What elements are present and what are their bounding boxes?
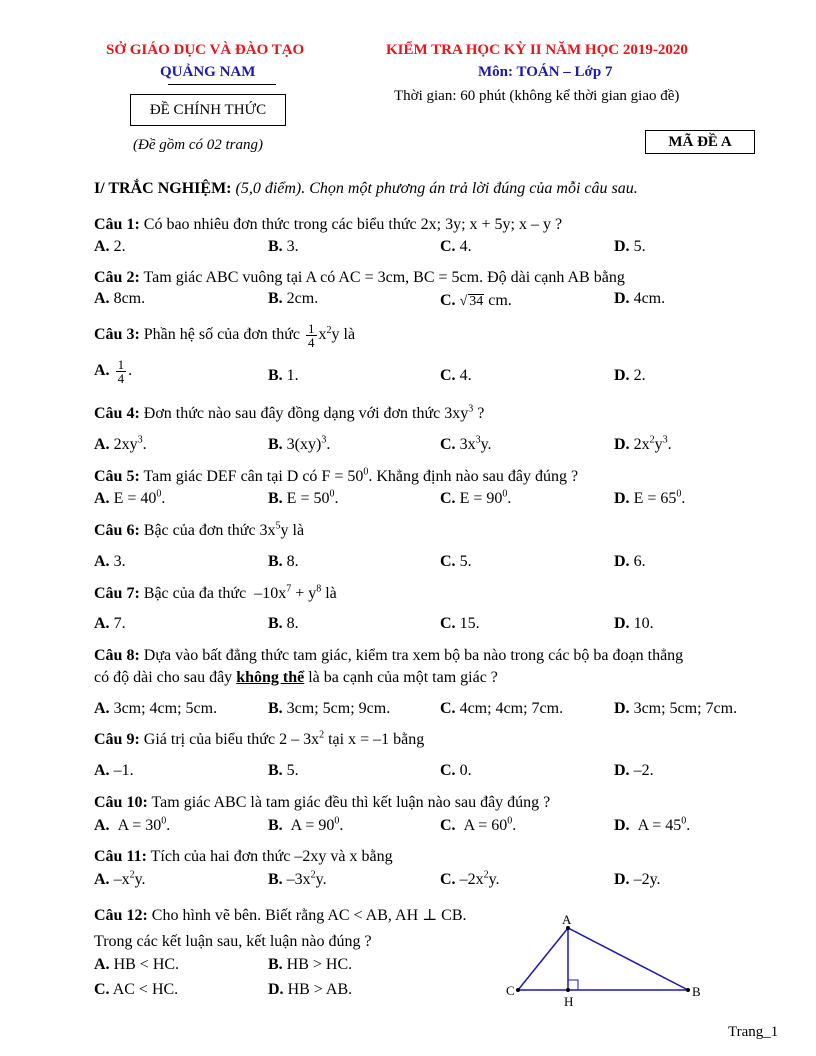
label-c: C bbox=[506, 983, 515, 998]
question-6: Câu 6: Bậc của đơn thức $3x^5y$ là bbox=[94, 520, 305, 539]
q5-option-a[interactable]: A. $E = 40^0$. bbox=[94, 488, 166, 507]
q10-option-d[interactable]: D. $A = 45^0$. bbox=[614, 815, 691, 834]
subject-line: Môn: TOÁN – Lớp 7 bbox=[478, 64, 613, 80]
point-b bbox=[686, 988, 690, 992]
q10-option-b[interactable]: B. $A = 90^0$. bbox=[268, 815, 344, 834]
triangle-figure bbox=[500, 908, 720, 1012]
q10-option-c[interactable]: C. $A = 60^0$. bbox=[440, 815, 517, 834]
section-label: I/ TRẮC NGHIỆM: bbox=[94, 180, 232, 197]
q2-option-d[interactable]: D. 4cm. bbox=[614, 290, 666, 307]
point-c bbox=[516, 988, 520, 992]
q10-option-a[interactable]: A. $A = 30^0$. bbox=[94, 815, 171, 834]
q6-option-a[interactable]: A. 3. bbox=[94, 553, 126, 570]
q1-option-b[interactable]: B. 3. bbox=[268, 238, 299, 255]
q5-option-b[interactable]: B. $E = 50^0$. bbox=[268, 488, 339, 507]
label-a: A bbox=[562, 912, 572, 927]
q2-option-b[interactable]: B. 2cm. bbox=[268, 290, 319, 307]
q12-option-c[interactable]: C. AC < HC. bbox=[94, 981, 179, 998]
q12-option-a[interactable]: A. HB < HC. bbox=[94, 956, 180, 973]
question-10: Câu 10: Tam giác ABC là tam giác đều thì kết luận nào sau đây đúng ? bbox=[94, 794, 551, 811]
q3-option-c[interactable]: C. 4. bbox=[440, 367, 472, 384]
q4-option-b[interactable]: B. 3(xy)$^3$. bbox=[268, 434, 331, 453]
question-9: Câu 9: Giá trị của biểu thức $2 - 3x^2$ tại x = –1 bằng bbox=[94, 729, 425, 748]
right-angle-mark bbox=[568, 980, 578, 990]
section-instruction: (5,0 điểm). Chọn một phương án trả lời đúng của mỗi câu sau. bbox=[235, 180, 638, 197]
q11-option-a[interactable]: A. $-x^2y$. bbox=[94, 869, 146, 888]
label-h: H bbox=[564, 994, 574, 1009]
q2-option-a[interactable]: A. 8cm. bbox=[94, 290, 146, 307]
question-5: Câu 5: Tam giác DEF cân tại D có $F = 50^0$. Khẳng định nào sau đây đúng ? bbox=[94, 466, 579, 485]
q3-option-b[interactable]: B. 1. bbox=[268, 367, 299, 384]
department-name: SỞ GIÁO DỤC VÀ ĐÀO TẠO bbox=[106, 42, 305, 58]
q7-option-d[interactable]: D. 10. bbox=[614, 615, 654, 632]
q4-option-d[interactable]: D. $2x^2y^3$. bbox=[614, 434, 672, 453]
question-2: Câu 2: Tam giác ABC vuông tại A có AC = 3cm, BC = 5cm. Độ dài cạnh AB bằng bbox=[94, 269, 625, 286]
label-b: B bbox=[692, 984, 701, 999]
triangle-abc bbox=[518, 928, 688, 990]
question-11: Câu 11: Tích của hai đơn thức –2xy và x bằng bbox=[94, 848, 393, 865]
question-12-line-2: Trong các kết luận sau, kết luận nào đúng ? bbox=[94, 933, 372, 950]
exam-title: KIỂM TRA HỌC KỲ II NĂM HỌC 2019-2020 bbox=[386, 42, 688, 58]
q3-fraction: $\frac{1}{4}$ bbox=[308, 321, 315, 350]
q8-option-b[interactable]: B. 3cm; 5cm; 9cm. bbox=[268, 700, 391, 717]
q4-option-c[interactable]: C. $3x^3y$. bbox=[440, 434, 492, 453]
question-12: Câu 12: Cho hình vẽ bên. Biết rằng AC < AB, AH ⊥ CB. bbox=[94, 907, 467, 924]
q9-option-a[interactable]: A. –1. bbox=[94, 762, 134, 779]
question-1: Câu 1: Có bao nhiêu đơn thức trong các biểu thức 2x; 3y; x + 5y; x – y ? bbox=[94, 216, 563, 233]
question-3: Câu 3: Phần hệ số của đơn thức $\frac{1}{4}$ $x^2y$ là bbox=[94, 321, 356, 350]
q1-option-d[interactable]: D. 5. bbox=[614, 238, 646, 255]
province-name: QUẢNG NAM bbox=[160, 64, 256, 80]
q7-option-b[interactable]: B. 8. bbox=[268, 615, 299, 632]
q3-option-d[interactable]: D. 2. bbox=[614, 367, 646, 384]
q3-option-a[interactable]: A. $\frac{1}{4}$ . bbox=[94, 357, 133, 386]
q6-option-d[interactable]: D. 6. bbox=[614, 553, 646, 570]
q6-option-b[interactable]: B. 8. bbox=[268, 553, 299, 570]
q11-option-c[interactable]: C. $-2x^2y$. bbox=[440, 869, 500, 888]
question-8: Câu 8: Dựa vào bất đẳng thức tam giác, kiểm tra xem bộ ba nào trong các bộ ba đoạn thẳng bbox=[94, 647, 684, 664]
q1-option-c[interactable]: C. 4. bbox=[440, 238, 472, 255]
q9-option-d[interactable]: D. –2. bbox=[614, 762, 654, 779]
question-4: Câu 4: Đơn thức nào sau đây đồng dạng với đơn thức $3xy^3$ ? bbox=[94, 403, 485, 422]
q5-option-c[interactable]: C. $E = 90^0$. bbox=[440, 488, 512, 507]
q8-option-c[interactable]: C. 4cm; 4cm; 7cm. bbox=[440, 700, 564, 717]
point-h bbox=[566, 988, 570, 992]
q12-option-b[interactable]: B. HB > HC. bbox=[268, 956, 353, 973]
q5-option-d[interactable]: D. $E = 65^0$. bbox=[614, 488, 686, 507]
q7-option-a[interactable]: A. 7. bbox=[94, 615, 126, 632]
q2-option-c[interactable]: C. √ 34 cm. bbox=[440, 292, 512, 309]
question-8-line-2: có độ dài cho sau đây không thể là ba cạnh của một tam giác ? bbox=[94, 669, 498, 686]
question-7: Câu 7: Bậc của đa thức $-10x^7 + y^8$ là bbox=[94, 583, 337, 602]
time-line: Thời gian: 60 phút (không kể thời gian giao đề) bbox=[394, 88, 680, 104]
q9-option-c[interactable]: C. 0. bbox=[440, 762, 472, 779]
q8-option-a[interactable]: A. 3cm; 4cm; 5cm. bbox=[94, 700, 218, 717]
official-exam-box: ĐỀ CHÍNH THỨC bbox=[130, 94, 286, 126]
q1-option-a[interactable]: A. 2. bbox=[94, 238, 126, 255]
q11-option-d[interactable]: D. –2y. bbox=[614, 871, 661, 888]
q12-option-d[interactable]: D. HB > AB. bbox=[268, 981, 353, 998]
q6-option-c[interactable]: C. 5. bbox=[440, 553, 472, 570]
q11-option-b[interactable]: B. $-3x^2y$. bbox=[268, 869, 327, 888]
exam-code-box: MÃ ĐỀ A bbox=[645, 130, 755, 154]
page-number: Trang_1 bbox=[728, 1024, 779, 1040]
header-underline bbox=[168, 84, 276, 85]
q9-option-b[interactable]: B. 5. bbox=[268, 762, 299, 779]
section-title bbox=[94, 180, 794, 198]
pages-note: (Đề gồm có 02 trang) bbox=[133, 137, 263, 153]
q4-option-a[interactable]: A. $2xy^3$. bbox=[94, 434, 147, 453]
q8-option-d[interactable]: D. 3cm; 5cm; 7cm. bbox=[614, 700, 738, 717]
q7-option-c[interactable]: C. 15. bbox=[440, 615, 480, 632]
